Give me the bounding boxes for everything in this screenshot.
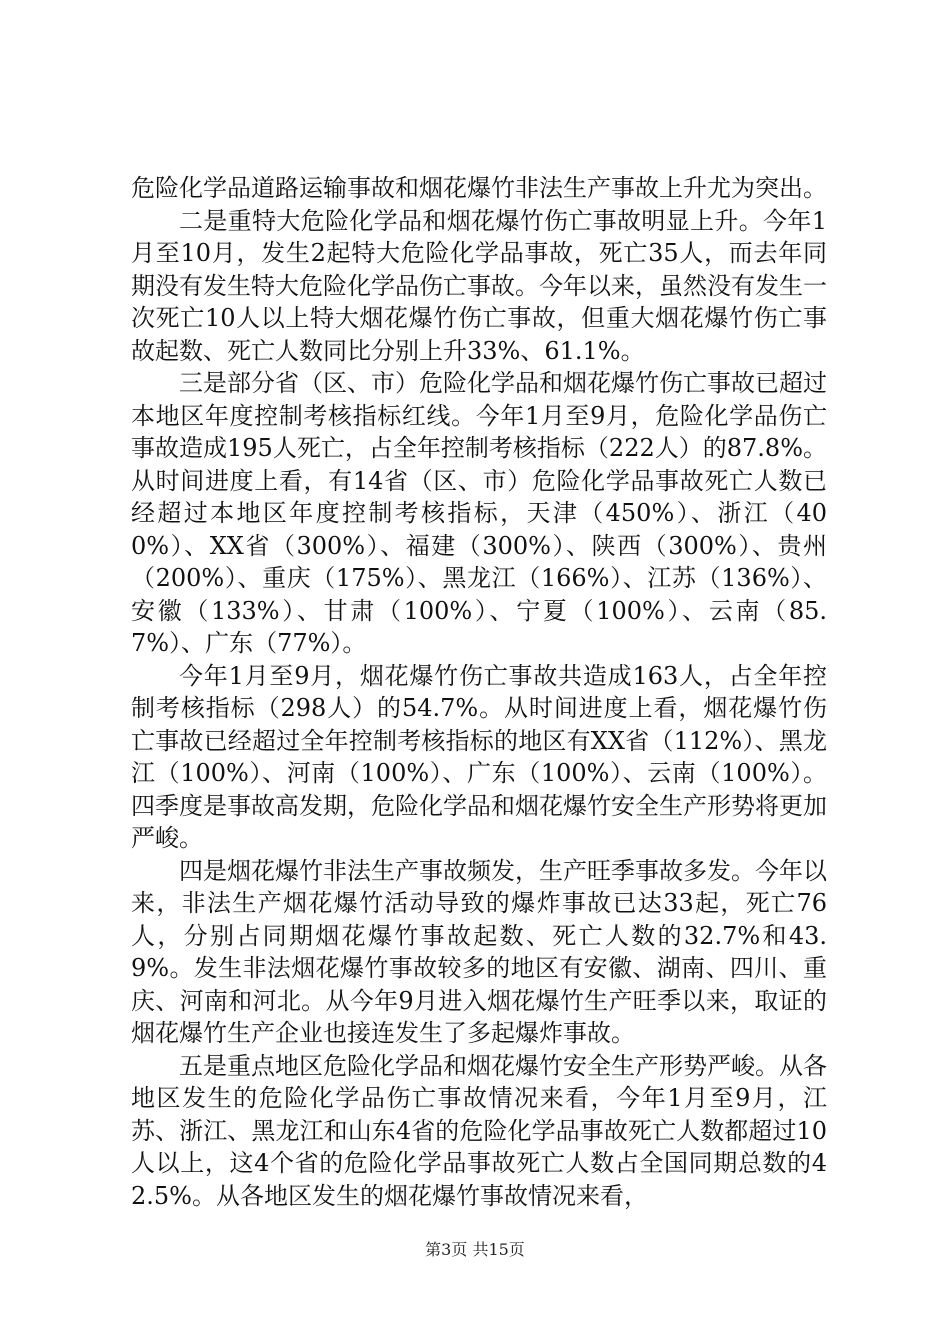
paragraph-point-three: 三是部分省（区、市）危险化学品和烟花爆竹伤亡事故已超过本地区年度控制考核指标红线。今年1月至9月，危险化学品伤亡事故造成195人死亡，占全年控制考核指标（222人）的87.8%。从时间进度上看，有14省（区、市）危险化学品事故死亡人数已经超过本地区年度控制考核指标，天津（450%）、浙江（400%）、XX省（300%）、福建（300%）、陕西（300%）、贵州（200%）、重庆（175%）、黑龙江（166%）、江苏（136%）、安徽（133%）、甘肃（100%）、宁夏（100%）、云南（85.7%）、广东（77%）。 [131, 369, 827, 657]
paragraph-point-five: 五是重点地区危险化学品和烟花爆竹安全生产形势严峻。从各地区发生的危险化学品伤亡事故情况来看，今年1月至9月，江苏、浙江、黑龙江和山东4省的危险化学品事故死亡人数都超过10人以上，这4个省的危险化学品事故死亡人数占全国同期总数的42.5%。从各地区发生的烟花爆竹事故情况来看， [131, 1051, 827, 1210]
document-body [131, 172, 827, 1212]
paragraph-point-four: 四是烟花爆竹非法生产事故频发，生产旺季事故多发。今年以来，非法生产烟花爆竹活动导致的爆炸事故已达33起，死亡76人，分别占同期烟花爆竹事故起数、死亡人数的32.7%和43.9%。发生非法烟花爆竹事故较多的地区有安徽、湖南、四川、重庆、河南和河北。从今年9月进入烟花爆竹生产旺季以来，取证的烟花爆竹生产企业也接连发生了多起爆炸事故。 [131, 856, 827, 1047]
paragraph-point-two: 二是重特大危险化学品和烟花爆竹伤亡事故明显上升。今年1月至10月，发生2起特大危险化学品事故，死亡35人，而去年同期没有发生特大危险化学品伤亡事故。今年以来，虽然没有发生一次死亡10人以上特大烟花爆竹伤亡事故，但重大烟花爆竹伤亡事故起数、死亡人数同比分别上升33%、61.1%。 [131, 206, 827, 365]
paragraph-continuation: 危险化学品道路运输事故和烟花爆竹非法生产事故上升尤为突出。 [131, 174, 827, 202]
page-number-footer: 第3页 共15页 [425, 1240, 525, 1259]
paragraph-fireworks-statistics: 今年1月至9月，烟花爆竹伤亡事故共造成163人，占全年控制考核指标（298人）的54.7%。从时间进度上看，烟花爆竹伤亡事故已经超过全年控制考核指标的地区有XX省（112%）、黑龙江（100%）、河南（100%）、广东（100%）、云南（100%）。四季度是事故高发期，危险化学品和烟花爆竹安全生产形势将更加严峻。 [131, 661, 827, 852]
